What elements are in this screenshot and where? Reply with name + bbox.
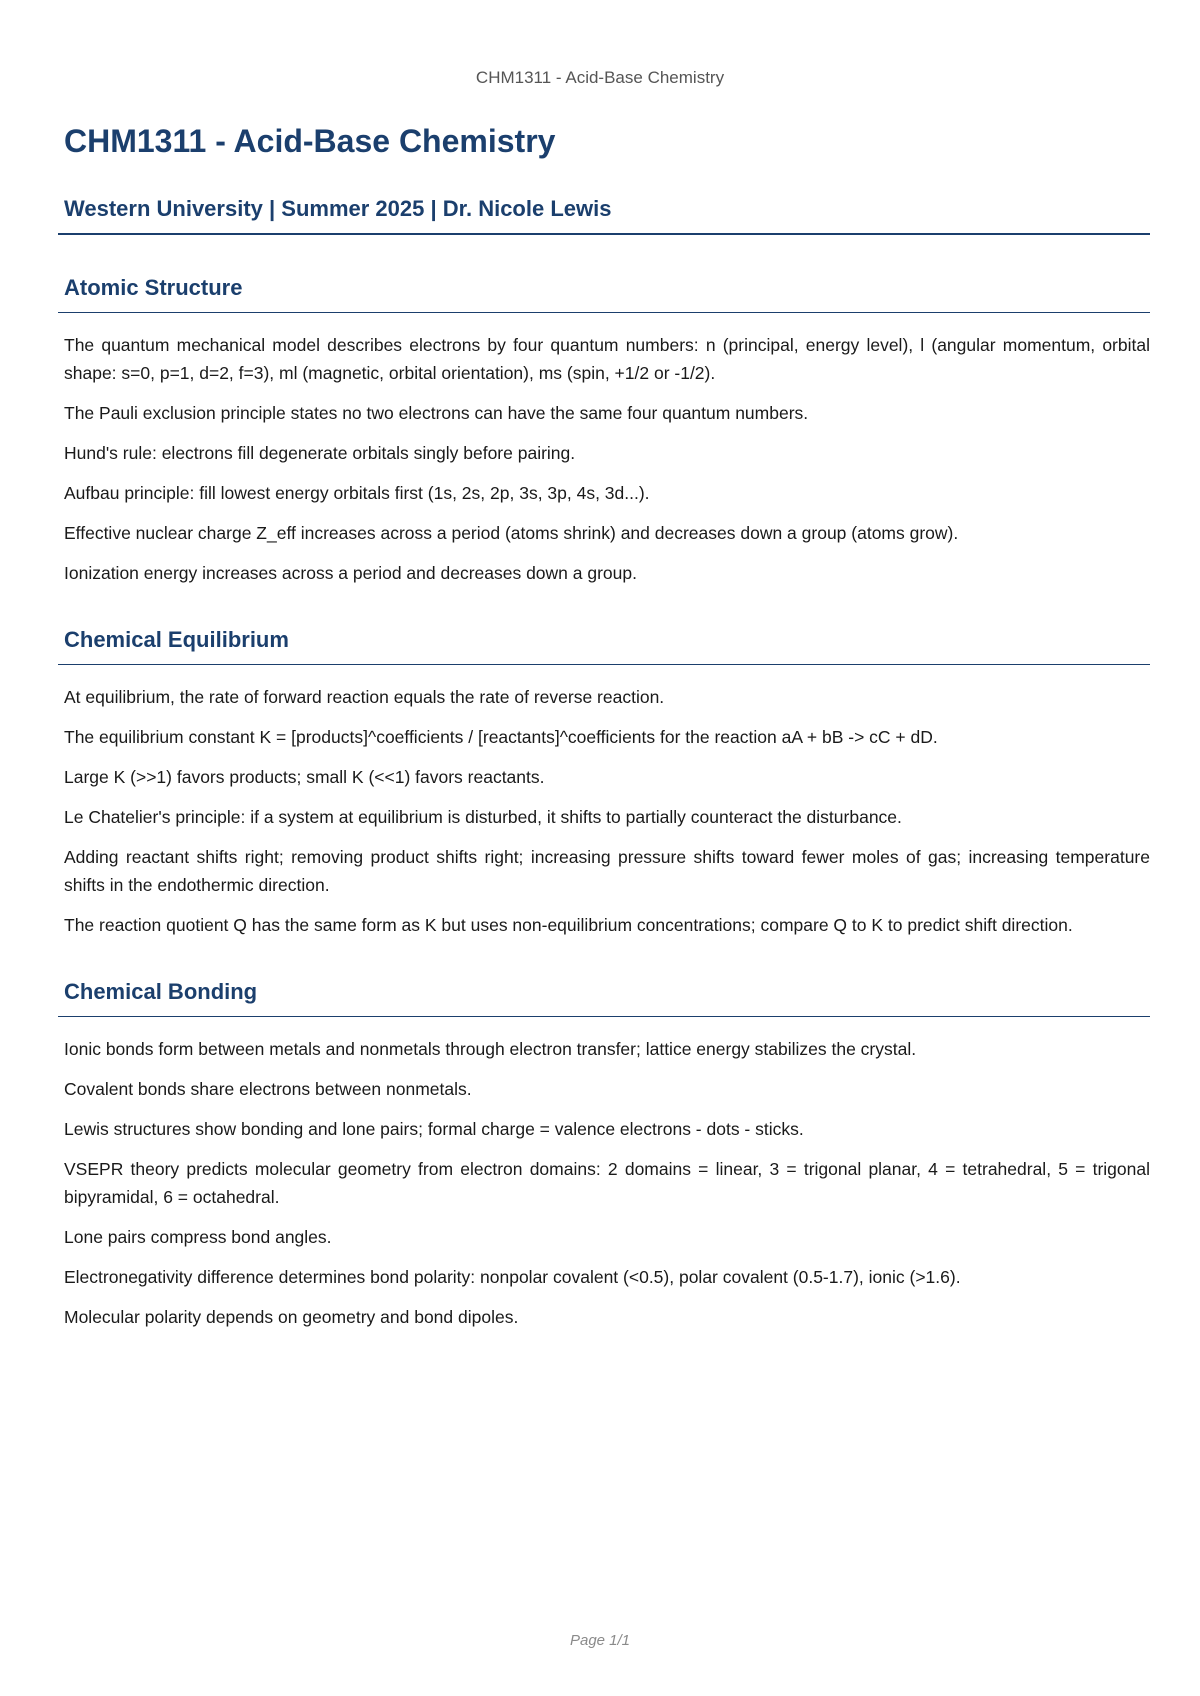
paragraph: Ionization energy increases across a period and decreases down a group. <box>64 563 637 583</box>
running-header: CHM1311 - Acid-Base Chemistry <box>475 68 725 87</box>
paragraph: Hund's rule: electrons fill degenerate orbitals singly before pairing. <box>64 443 576 463</box>
paragraph: Lewis structures show bonding and lone pairs; formal charge = valence electrons - dots - sticks. <box>64 1119 804 1139</box>
section-divider <box>58 664 1150 665</box>
subtitle-divider <box>58 233 1150 235</box>
paragraph: Lone pairs compress bond angles. <box>64 1227 332 1247</box>
section-atomic-structure <box>58 273 1150 587</box>
paragraph: Large K (>>1) favors products; small K (<<1) favors reactants. <box>64 767 545 787</box>
paragraph: Aufbau principle: fill lowest energy orbitals first (1s, 2s, 2p, 3s, 3p, 4s, 3d...). <box>64 483 650 503</box>
document-title: CHM1311 - Acid-Base Chemistry <box>64 123 556 159</box>
section-chemical-equilibrium <box>58 625 1150 939</box>
paragraph: Covalent bonds share electrons between nonmetals. <box>64 1079 472 1099</box>
paragraph: Electronegativity difference determines bond polarity: nonpolar covalent (<0.5), polar covalent (0.5-1.7), ionic (>1.6). <box>64 1267 961 1287</box>
section-divider <box>58 1016 1150 1017</box>
section-divider <box>58 312 1150 313</box>
section-heading: Chemical Equilibrium <box>64 627 289 652</box>
paragraph: Ionic bonds form between metals and nonmetals through electron transfer; lattice energy stabilizes the crystal. <box>64 1039 917 1059</box>
paragraph: The quantum mechanical model describes electrons by four quantum numbers: n (principal, energy level), l (angular momentum, orbital shape: s=0, p=1, d=2, f=3), ml (magnetic, orbital orientation), ms (spin, +1/2 or -1/2). <box>64 335 1150 383</box>
paragraph: Le Chatelier's principle: if a system at equilibrium is disturbed, it shifts to partially counteract the disturbance. <box>64 807 902 827</box>
page-number: Page 1/1 <box>569 1632 631 1649</box>
paragraph: The equilibrium constant K = [products]^coefficients / [reactants]^coefficients for the reaction aA + bB -> cC + dD. <box>64 727 938 747</box>
paragraph: Molecular polarity depends on geometry and bond dipoles. <box>64 1307 519 1327</box>
document-subtitle: Western University | Summer 2025 | Dr. Nicole Lewis <box>64 196 612 221</box>
paragraph: At equilibrium, the rate of forward reaction equals the rate of reverse reaction. <box>64 687 665 707</box>
section-chemical-bonding <box>58 977 1150 1331</box>
section-heading: Atomic Structure <box>64 275 243 300</box>
paragraph: VSEPR theory predicts molecular geometry from electron domains: 2 domains = linear, 3 = trigonal planar, 4 = tetrahedral, 5 = trigonal bipyramidal, 6 = octahedral. <box>64 1159 1150 1207</box>
paragraph: The reaction quotient Q has the same form as K but uses non-equilibrium concentrations; compare Q to K to predict shift direction. <box>64 915 1073 935</box>
paragraph: Effective nuclear charge Z_eff increases across a period (atoms shrink) and decreases down a group (atoms grow). <box>64 523 959 543</box>
paragraph: The Pauli exclusion principle states no two electrons can have the same four quantum numbers. <box>64 403 809 423</box>
document-body <box>58 120 1150 1343</box>
paragraph: Adding reactant shifts right; removing product shifts right; increasing pressure shifts toward fewer moles of gas; increasing temperature shifts in the endothermic direction. <box>64 847 1150 895</box>
section-heading: Chemical Bonding <box>64 979 258 1004</box>
